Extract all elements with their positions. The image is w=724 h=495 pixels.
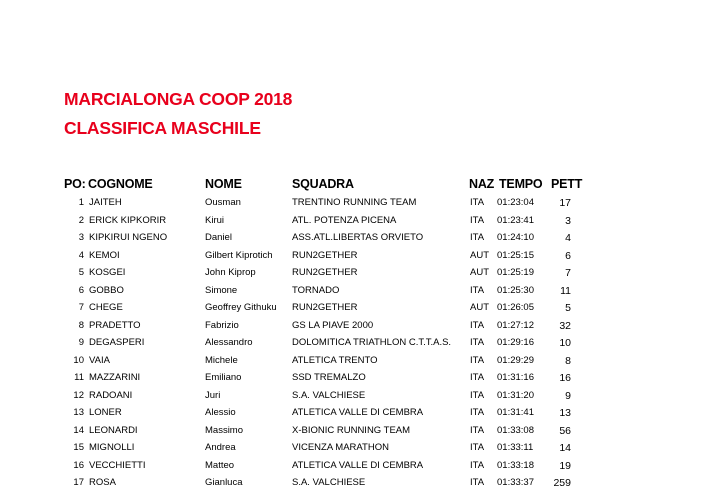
cell-nome: Simone — [205, 284, 238, 296]
cell-pos: 15 — [73, 442, 84, 453]
cell-pett: 7 — [565, 267, 571, 279]
cell-tempo: 01:25:19 — [497, 267, 534, 278]
cell-tempo: 01:31:41 — [497, 407, 534, 418]
cell-cognome: KIPKIRUI NGENO — [89, 232, 168, 243]
cell-tempo: 01:33:11 — [497, 442, 534, 453]
cell-tempo: 01:31:16 — [497, 372, 534, 383]
table-row — [0, 232, 724, 250]
cell-tempo: 01:33:18 — [497, 459, 534, 471]
cell-naz: ITA — [470, 232, 485, 243]
cell-pos: 11 — [74, 372, 84, 383]
cell-pett: 13 — [559, 407, 571, 419]
cell-squadra: ATL. POTENZA PICENA — [292, 214, 397, 226]
cell-nome: Gilbert Kiprotich — [205, 249, 273, 261]
cell-pos: 14 — [73, 424, 84, 436]
cell-tempo: 01:25:15 — [497, 249, 534, 261]
cell-naz: ITA — [470, 284, 485, 296]
cell-tempo: 01:26:05 — [497, 302, 534, 313]
table-row — [0, 197, 724, 215]
cell-pos: 5 — [78, 267, 84, 278]
cell-nome: Massimo — [205, 424, 244, 436]
cell-naz: AUT — [470, 302, 489, 313]
cell-squadra: SSD TREMALZO — [292, 372, 366, 383]
cell-pos: 7 — [78, 302, 84, 313]
header-squadra: SQUADRA — [292, 177, 354, 191]
header-pett: PETT — [551, 177, 583, 191]
table-row — [0, 442, 724, 460]
cell-tempo: 01:33:08 — [497, 424, 534, 436]
cell-cognome: ERICK KIPKORIR — [89, 214, 167, 226]
cell-cognome: DEGASPERI — [89, 337, 145, 348]
cell-nome: Matteo — [205, 459, 235, 471]
cell-tempo: 01:24:10 — [497, 232, 534, 243]
cell-pett: 14 — [559, 442, 571, 454]
cell-cognome: PRADETTO — [89, 319, 141, 331]
cell-pett: 56 — [559, 424, 571, 437]
cell-cognome: RADOANI — [89, 389, 133, 401]
cell-pos: 16 — [73, 459, 84, 471]
cell-naz: ITA — [470, 372, 485, 383]
cell-squadra: ATLETICA VALLE DI CEMBRA — [292, 407, 424, 418]
cell-tempo: 01:23:04 — [497, 197, 534, 208]
cell-pos: 8 — [78, 319, 84, 331]
ranking-title: CLASSIFICA MASCHILE — [64, 118, 261, 138]
cell-pett: 19 — [559, 459, 571, 472]
table-row — [0, 320, 724, 338]
cell-tempo: 01:25:30 — [497, 284, 534, 296]
cell-nome: Emiliano — [205, 372, 242, 383]
cell-naz: ITA — [470, 214, 485, 226]
cell-cognome: VECCHIETTI — [89, 459, 146, 471]
cell-naz: ITA — [470, 389, 485, 401]
cell-cognome: KOSGEI — [89, 267, 126, 278]
cell-tempo: 01:29:29 — [497, 354, 534, 366]
cell-naz: ITA — [470, 442, 485, 453]
cell-squadra: DOLOMITICA TRIATHLON C.T.T.A.S. — [292, 337, 452, 348]
cell-naz: ITA — [470, 459, 485, 471]
cell-pos: 12 — [73, 389, 84, 401]
cell-pos: 1 — [78, 197, 84, 208]
cell-pett: 9 — [565, 389, 571, 402]
cell-nome: Alessio — [205, 407, 236, 418]
cell-pett: 8 — [565, 354, 571, 367]
event-title: MARCIALONGA COOP 2018 — [64, 89, 293, 109]
cell-pos: 13 — [73, 407, 84, 418]
cell-squadra: RUN2GETHER — [292, 267, 358, 278]
table-row — [0, 355, 724, 373]
cell-tempo: 01:23:41 — [497, 214, 534, 226]
cell-squadra: S.A. VALCHIESE — [292, 477, 366, 488]
cell-pos: 6 — [78, 284, 84, 296]
cell-naz: AUT — [470, 249, 489, 261]
cell-cognome: MIGNOLLI — [89, 442, 135, 453]
cell-pett: 32 — [559, 319, 571, 332]
cell-nome: Andrea — [205, 442, 236, 453]
cell-naz: ITA — [470, 197, 485, 208]
cell-nome: Juri — [205, 389, 221, 401]
cell-naz: ITA — [470, 424, 485, 436]
cell-cognome: CHEGE — [89, 302, 123, 313]
header-cognome: COGNOME — [88, 177, 153, 191]
table-row — [0, 372, 724, 390]
cell-tempo: 01:27:12 — [497, 319, 534, 331]
cell-cognome: ROSA — [89, 477, 116, 488]
cell-pett: 5 — [565, 302, 571, 314]
cell-pett: 16 — [559, 372, 571, 384]
table-row — [0, 337, 724, 355]
cell-pos: 17 — [73, 477, 84, 488]
table-row — [0, 407, 724, 425]
cell-cognome: MAZZARINI — [89, 372, 141, 383]
cell-nome: Daniel — [205, 232, 232, 243]
table-row — [0, 460, 724, 478]
cell-cognome: KEMOI — [89, 249, 120, 261]
cell-squadra: VICENZA MARATHON — [292, 442, 389, 453]
cell-squadra: TORNADO — [292, 284, 340, 296]
table-row — [0, 285, 724, 303]
cell-naz: ITA — [470, 337, 485, 348]
header-naz: NAZ — [469, 177, 495, 191]
cell-pos: 4 — [78, 249, 84, 261]
cell-squadra: ASS.ATL.LIBERTAS ORVIETO — [292, 232, 424, 243]
cell-squadra: GS LA PIAVE 2000 — [292, 319, 374, 331]
cell-tempo: 01:33:37 — [497, 477, 534, 488]
table-row — [0, 425, 724, 443]
header-nome: NOME — [205, 177, 242, 191]
cell-pett: 11 — [560, 284, 571, 297]
cell-nome: Kirui — [205, 214, 225, 226]
cell-pett: 10 — [559, 337, 571, 349]
cell-pos: 10 — [73, 354, 84, 366]
cell-nome: Alessandro — [205, 337, 253, 348]
table-row — [0, 390, 724, 408]
cell-naz: ITA — [470, 354, 485, 366]
cell-cognome: JAITEH — [89, 197, 122, 208]
cell-pett: 3 — [565, 214, 571, 227]
header-tempo: TEMPO — [499, 177, 543, 191]
header-pos: PO: — [64, 177, 86, 191]
cell-naz: AUT — [470, 267, 489, 278]
cell-pett: 4 — [565, 232, 571, 244]
cell-squadra: RUN2GETHER — [292, 302, 358, 313]
cell-pett: 259 — [553, 477, 571, 489]
table-row — [0, 302, 724, 320]
cell-nome: Geoffrey Githuku — [205, 302, 277, 313]
cell-squadra: RUN2GETHER — [292, 249, 358, 261]
cell-naz: ITA — [470, 477, 485, 488]
cell-nome: John Kiprop — [205, 267, 256, 278]
table-row — [0, 267, 724, 285]
cell-cognome: LONER — [89, 407, 122, 418]
cell-pos: 2 — [78, 214, 84, 226]
table-row — [0, 250, 724, 268]
cell-pett: 6 — [565, 249, 571, 262]
cell-squadra: S.A. VALCHIESE — [292, 389, 366, 401]
table-row — [0, 215, 724, 233]
cell-pos: 3 — [78, 232, 84, 243]
cell-nome: Michele — [205, 354, 238, 366]
cell-squadra: X-BIONIC RUNNING TEAM — [292, 424, 411, 436]
cell-naz: ITA — [470, 407, 485, 418]
cell-tempo: 01:31:20 — [497, 389, 534, 401]
cell-tempo: 01:29:16 — [497, 337, 534, 348]
cell-cognome: LEONARDI — [89, 424, 138, 436]
cell-pos: 9 — [78, 337, 84, 348]
cell-naz: ITA — [470, 319, 485, 331]
cell-cognome: VAIA — [89, 354, 110, 366]
cell-cognome: GOBBO — [89, 284, 124, 296]
cell-nome: Gianluca — [205, 477, 243, 488]
cell-squadra: TRENTINO RUNNING TEAM — [292, 197, 417, 208]
cell-squadra: ATLETICA VALLE DI CEMBRA — [292, 459, 424, 471]
cell-nome: Ousman — [205, 197, 241, 208]
cell-squadra: ATLETICA TRENTO — [292, 354, 378, 366]
cell-nome: Fabrizio — [205, 319, 239, 331]
cell-pett: 17 — [559, 197, 571, 209]
